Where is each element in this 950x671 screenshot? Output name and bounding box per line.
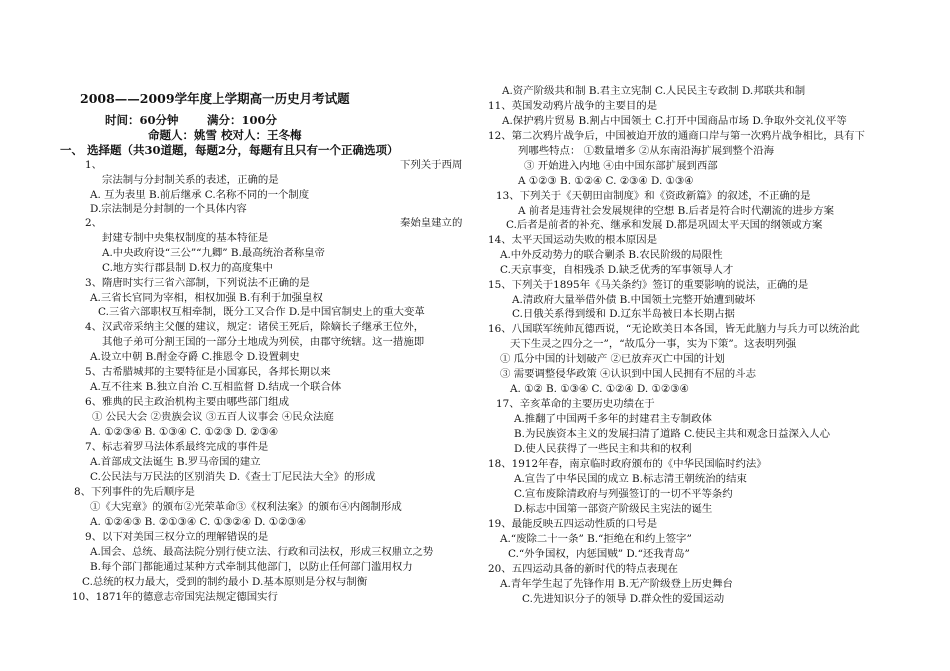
question-line: 12、第二次鸦片战争后，中国被迫开放的通商口岸与第一次鸦片战争相比，具有下 bbox=[488, 130, 865, 142]
option-line: C.后者是前者的补充、继承和发展 D.都是巩固太平天国的纲领或方案 bbox=[506, 219, 823, 231]
question-line: 列哪些特点： ①数量增多 ②从东南沿海扩展到整个沿海 bbox=[518, 145, 774, 157]
exam-time: 时间：60分钟 bbox=[105, 113, 179, 127]
option-line: A. ①② B. ①③④ C. ①②④ D. ①②③④ bbox=[510, 383, 689, 395]
option-line: A 前者是违背社会发展规律的空想 B.后者是符合时代潮流的进步方案 bbox=[518, 205, 834, 217]
option-line: D.标志中国第一部资产阶级民主宪法的诞生 bbox=[514, 503, 713, 515]
option-line: C.日俄关系得到缓和 D.辽东半岛被日本长期占据 bbox=[512, 308, 735, 320]
option-line: ③ 开始进入内地 ④由中国东部扩展到西部 bbox=[524, 160, 718, 172]
option-line: A. ①②③④ B. ①③④ C. ①②③ D. ②③④ bbox=[90, 426, 279, 438]
question-line: 2、 bbox=[85, 217, 103, 229]
question-line: 14、太平天国运动失败的根本原因是 bbox=[488, 234, 658, 246]
option-line: A.青年学生起了先锋作用 B.无产阶级登上历史舞台 bbox=[500, 578, 733, 590]
option-line: A.互不往来 B.独立自治 C.互相监督 D.结成一个联合体 bbox=[90, 381, 342, 393]
option-line: C.先进知识分子的领导 D.群众性的爱国运动 bbox=[522, 593, 725, 605]
question-line: 6、雅典的民主政治机构主要由哪些部门组成 bbox=[85, 396, 290, 408]
question-line: 秦始皇建立的 bbox=[400, 217, 463, 229]
question-line: 13、下列关于《天朝田亩制度》和《资政新篇》的叙述，不正确的是 bbox=[496, 190, 811, 202]
question-line: 天下生灵之四分之一”，“故瓜分一事，实为下策”。这表明列强 bbox=[510, 338, 797, 350]
option-line: D.使人民获得了一些民主和共和的权利 bbox=[514, 443, 692, 455]
option-line: C.公民法与万民法的区别消失 D.《查士丁尼民法大全》的形成 bbox=[90, 471, 376, 483]
option-line: A.中央政府设“三公”“九卿” B.最高统治者称皇帝 bbox=[102, 247, 325, 259]
option-line: A.首部成文法诞生 B.罗马帝国的建立 bbox=[90, 456, 261, 468]
option-line: A.资产阶级共和制 B.君主立宪制 C.人民民主专政制 D.邦联共和制 bbox=[502, 85, 806, 97]
question-line: 10、1871年的德意志帝国宪法规定德国实行 bbox=[72, 591, 278, 603]
option-line: C.总统的权力最大，受到的制约最小 D.基本原则是分权与制衡 bbox=[82, 576, 368, 588]
option-line: A.清政府大量举借外债 B.中国领土完整开始遭到破坏 bbox=[512, 294, 756, 306]
option-line: A.“废除二十一条” B.“拒绝在和约上签字” bbox=[500, 533, 692, 545]
option-line: ① 瓜分中国的计划破产 ②已放弃灭亡中国的计划 bbox=[500, 353, 725, 365]
exam-score: 满分：100分 bbox=[207, 113, 278, 127]
option-line: A. 互为表里 B.前后继承 C.名称不同的一个制度 bbox=[90, 189, 310, 201]
question-line: 1、 bbox=[85, 159, 103, 171]
question-line: 4、汉武帝采纳主父偃的建议，规定：诸侯王死后，除嫡长子继承王位外， bbox=[85, 321, 425, 333]
question-line: 其他子弟可分割王国的一部分土地成为列侯，由郡守统辖。这一措施即 bbox=[102, 336, 425, 348]
question-line: 15、下列关于1895年《马关条约》签订的重要影响的说法，正确的是 bbox=[488, 279, 809, 291]
option-line: C.地方实行郡县制 D.权力的高度集中 bbox=[102, 262, 273, 274]
question-line: 11、英国发动鸦片战争的主要目的是 bbox=[488, 100, 658, 112]
option-line: ①《大宪章》的颁布②光荣革命③《权利法案》的颁布④内阁制形成 bbox=[90, 501, 402, 513]
option-line: A ①②③ B. ①②④ C. ②③④ D. ①③④ bbox=[518, 175, 694, 187]
question-line: 20、五四运动具备的新时代的特点表现在 bbox=[488, 563, 678, 575]
option-line: A.推翻了中国两千多年的封建君主专制政体 bbox=[514, 413, 712, 425]
option-line: B.为民族资本主义的发展扫清了道路 C.使民主共和观念日益深入人心 bbox=[514, 428, 831, 440]
option-line: C.三省六部职权互相牵制，既分工又合作 D.是中国官制史上的重大变革 bbox=[98, 306, 425, 318]
option-line: A.宣告了中华民国的成立 B.标志清王朝统治的结束 bbox=[514, 473, 747, 485]
option-line: A.三省长官同为宰相，相权加强 B.有利于加强皇权 bbox=[90, 292, 323, 304]
question-line: 9、以下对美国三权分立的理解错误的是 bbox=[85, 531, 269, 543]
question-line: 5、古希腊城邦的主要特征是小国寡民，各邦长期以来 bbox=[85, 366, 331, 378]
option-line: A.保护鸦片贸易 B.割占中国领土 C.打开中国商品市场 D.争取外交礼仪平等 bbox=[502, 115, 847, 127]
exam-title: 2008——2009学年度上学期高一历史月考试题 bbox=[80, 91, 350, 106]
question-line: 18、1912年春，南京临时政府颁布的《中华民国临时约法》 bbox=[488, 458, 767, 470]
option-line: C.宣布废除清政府与列强签订的一切不平等条约 bbox=[514, 488, 733, 500]
question-line: 8、下列事件的先后顺序是 bbox=[74, 486, 195, 498]
option-line: A. ①②④③ B. ②①③④ C. ①③②④ D. ①②③④ bbox=[90, 516, 307, 528]
exam-authors: 命题人：姚雪 校对人：王冬梅 bbox=[148, 128, 302, 142]
option-line: B.每个部门都能通过某种方式牵制其他部门，以防止任何部门滥用权力 bbox=[90, 561, 413, 573]
question-line: 封建专制中央集权制度的基本特征是 bbox=[102, 232, 269, 244]
question-line: 下列关于西周 bbox=[400, 159, 463, 171]
option-line: A.国会、总统、最高法院分别行使立法、行政和司法权，形成三权鼎立之势 bbox=[90, 546, 434, 558]
question-line: 3、隋唐时实行三省六部制，下列说法不正确的是 bbox=[85, 277, 310, 289]
option-line: A.设立中朝 B.酎金夺爵 C.推恩令 D.设置刺史 bbox=[90, 351, 300, 363]
option-line: ① 公民大会 ②贵族会议 ③五百人议事会 ④民众法庭 bbox=[92, 411, 334, 423]
option-line: C.天京事变，自相残杀 D.缺乏优秀的军事领导人才 bbox=[500, 264, 734, 276]
option-line: A.中外反动势力的联合剿杀 B.农民阶级的局限性 bbox=[500, 249, 723, 261]
option-line: D.宗法制是分封制的一个具体内容 bbox=[90, 203, 247, 215]
question-line: 宗法制与分封制关系的表述，正确的是 bbox=[102, 174, 279, 186]
question-line: 7、标志着罗马法体系最终完成的事件是 bbox=[85, 441, 269, 453]
option-line: C.“外争国权，内惩国贼” D.“还我青岛” bbox=[508, 548, 690, 560]
section-heading: 一、 选择题（共30道题，每题2分，每题有且只有一个正确选项） bbox=[60, 143, 399, 157]
option-line: ③ 需要调整侵华政策 ④认识到中国人民拥有不屈的斗志 bbox=[500, 368, 756, 380]
question-line: 19、最能反映五四运动性质的口号是 bbox=[488, 518, 658, 530]
question-line: 17、辛亥革命的主要历史功绩在于 bbox=[496, 398, 655, 410]
question-line: 16、八国联军统帅瓦德西说，“无论欧美日本各国，皆无此脑力与兵力可以统治此 bbox=[488, 323, 860, 335]
